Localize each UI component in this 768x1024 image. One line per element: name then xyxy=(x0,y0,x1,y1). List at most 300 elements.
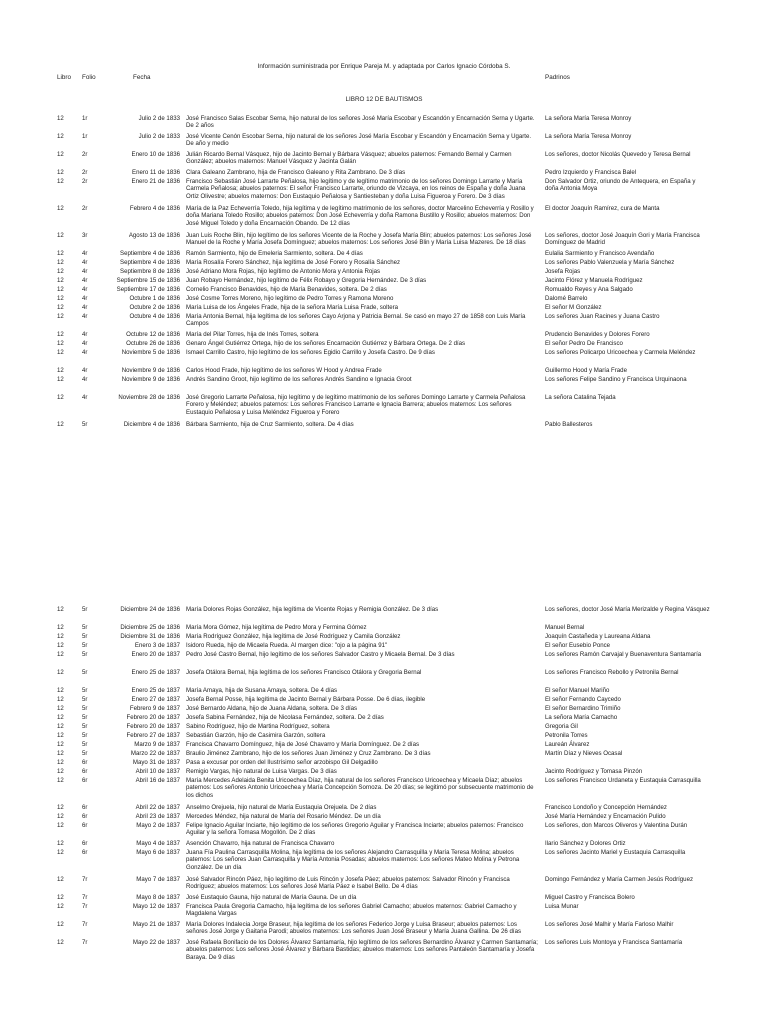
table-row xyxy=(0,606,768,624)
description-cell: Josefa Bernal Posse, hija legítima de Jacinto Bernal y Bárbara Posse. De 6 días, ilegible xyxy=(186,696,426,703)
padrinos-cell: Los señores, doctor José María Merizalde y Regina Vásquez xyxy=(545,606,710,613)
description-cell: Francisca Chavarro Domínguez, hija de José Chavarro y María Domínguez. De 2 días xyxy=(186,741,420,748)
table-row xyxy=(0,313,768,331)
libro-cell: 12 xyxy=(57,376,64,383)
padrinos-cell: Miguel Castro y Francisca Bolero xyxy=(545,894,635,901)
table-row xyxy=(0,205,768,232)
folio-cell: 7r xyxy=(82,903,88,910)
padrinos-cell: Los señores Jacinto Mariel y Eustaquia Carrasquilla xyxy=(545,849,686,856)
padrinos-cell: Prudencio Benavides y Dolores Forero xyxy=(545,331,650,338)
table-row xyxy=(0,822,768,840)
table-row xyxy=(0,750,768,759)
folio-cell: 5r xyxy=(82,750,88,757)
description-cell: Ismael Carrillo Castro, hijo legítimo de los señores Egidio Carrillo y Josefa Castro. De 9 días xyxy=(186,349,435,356)
folio-cell: 7r xyxy=(82,921,88,928)
folio-cell: 4r xyxy=(82,250,88,257)
description-cell: Remigio Vargas, hijo natural de Luisa Vargas. De 3 días xyxy=(186,768,337,775)
padrinos-cell: Los señores Pablo Valenzuela y María Sánchez xyxy=(545,259,675,266)
description-cell: Sabino Rodríguez, hijo de Martina Rodríguez, soltera xyxy=(186,723,330,730)
description-cell: Mercedes Méndez, hija natural de María del Rosario Méndez. De un día xyxy=(186,813,381,820)
libro-cell: 12 xyxy=(57,259,64,266)
fecha-cell: Enero 11 de 1836 xyxy=(132,169,180,176)
fecha-cell: Mayo 7 de 1837 xyxy=(136,876,180,883)
padrinos-cell: El señor Eusebio Ponce xyxy=(545,642,611,649)
fecha-cell: Noviembre 28 de 1836 xyxy=(118,394,180,401)
libro-cell: 12 xyxy=(57,741,64,748)
table-row xyxy=(0,115,768,133)
libro-cell: 12 xyxy=(57,295,64,302)
folio-cell: 2r xyxy=(82,151,88,158)
table-row xyxy=(0,939,768,966)
fecha-cell: Marzo 9 de 1837 xyxy=(134,741,180,748)
fecha-cell: Septiembre 17 de 1836 xyxy=(116,286,180,293)
section-title: LIBRO 12 DE BAUTISMOS xyxy=(345,96,423,103)
padrinos-cell: Los señores Francisco Urdaneta y Eustaquia Carrasquilla xyxy=(545,777,701,784)
fecha-cell: Febrero 9 de 1837 xyxy=(129,705,180,712)
description-cell: Francisco Sebastián José Larrarte Peñalosa, hijo legítimo y de legítimo matrimonio de los señores Domingo Larrarte y María Carmela Peñalosa; abuelos paternos: El señor Francisco Larrarte, oriundo de Vizcaya, en los reinos de España y doña Juana Ortiz Olivestre; abuelos maternos: Don Eustaquio Peñalosa y Santiesteban y doña Luisa Figueroa y Forero. De 3 días xyxy=(186,178,526,200)
table-row xyxy=(0,624,768,633)
fecha-cell: Octubre 12 de 1836 xyxy=(126,331,180,338)
libro-cell: 12 xyxy=(57,115,64,122)
table-row xyxy=(0,777,768,804)
description-cell: Pedro José Castro Bernal, hijo legítimo de los señores Salvador Castro y Micaela Bernal. De 3 días xyxy=(186,651,455,658)
folio-cell: 5r xyxy=(82,651,88,658)
table-row xyxy=(0,151,768,169)
libro-cell: 12 xyxy=(57,876,64,883)
description-cell: Julián Ricardo Bernal Vásquez, hijo de Jacinto Bernal y Bárbara Vásquez; abuelos paternos: Fernando Bernal y Carmen González; abuelos maternos: Manuel Vásquez y Jacinta Galán xyxy=(186,151,512,166)
padrinos-cell: El señor Manuel Mariño xyxy=(545,687,610,694)
description-cell: Cornelio Francisco Benavides, hijo de María Benavides, soltera. De 2 días xyxy=(186,286,387,293)
padrinos-cell: Los señores Luis Montoya y Francisca Santamaría xyxy=(545,939,683,946)
libro-cell: 12 xyxy=(57,349,64,356)
fecha-cell: Enero 25 de 1837 xyxy=(131,687,180,694)
padrinos-cell: Jacinto Flórez y Manuela Rodríguez xyxy=(545,277,643,284)
fecha-cell: Mayo 2 de 1837 xyxy=(136,822,180,829)
folio-cell: 1r xyxy=(82,115,88,122)
libro-cell: 12 xyxy=(57,642,64,649)
padrinos-cell: La señora Catalina Tejada xyxy=(545,394,616,401)
table-row xyxy=(0,705,768,714)
padrinos-cell: Los señores, don Marcos Oliveros y Valentina Durán xyxy=(545,822,688,829)
folio-cell: 4r xyxy=(82,376,88,383)
fecha-cell: Noviembre 9 de 1836 xyxy=(121,376,180,383)
folio-cell: 4r xyxy=(82,313,88,320)
folio-cell: 2r xyxy=(82,205,88,212)
fecha-cell: Enero 10 de 1836 xyxy=(131,151,180,158)
padrinos-cell: La señora María Camacho xyxy=(545,714,618,721)
folio-cell: 7r xyxy=(82,894,88,901)
fecha-cell: Abril 23 de 1837 xyxy=(135,813,180,820)
padrinos-cell: Ilario Sánchez y Dolores Ortiz xyxy=(545,840,626,847)
libro-cell: 12 xyxy=(57,939,64,946)
padrinos-cell: El señor Bernardino Trimiño xyxy=(545,705,621,712)
libro-cell: 12 xyxy=(57,169,64,176)
folio-cell: 5r xyxy=(82,606,88,613)
padrinos-cell: El señor M González xyxy=(545,304,602,311)
libro-cell: 12 xyxy=(57,277,64,284)
libro-cell: 12 xyxy=(57,313,64,320)
description-cell: María Dolores Rojas González, hija legítima de Vicente Rojas y Remigia González. De 3 días xyxy=(186,606,439,613)
baptism-records-block-2 xyxy=(0,606,768,966)
table-row xyxy=(0,250,768,259)
folio-cell: 4r xyxy=(82,259,88,266)
table-row xyxy=(0,169,768,178)
libro-cell: 12 xyxy=(57,205,64,212)
description-cell: María de la Paz Echeverría Toledo, hija legítima y de legítimo matrimonio de los señores, doctor Marcelino Echeverría y Rosillo y doña Mariana Toledo Rosillo; abuelos paternos: Don José Echeverría y doña Ramona Bustillo y Rosillo; abuelos maternos: Don José Miguel Toledo y doña Encarnación Obando. De 12 días xyxy=(186,205,534,227)
table-row xyxy=(0,340,768,349)
libro-cell: 12 xyxy=(57,849,64,856)
fecha-cell: Febrero 4 de 1836 xyxy=(129,205,180,212)
table-row xyxy=(0,840,768,849)
folio-cell: 4r xyxy=(82,331,88,338)
libro-cell: 12 xyxy=(57,178,64,185)
padrinos-cell: Los señores, doctor José Joaquín Gori y María Francisca Domínguez de Madrid xyxy=(545,232,700,247)
table-row xyxy=(0,286,768,295)
column-header-folio: Folio xyxy=(82,74,96,81)
fecha-cell: Mayo 8 de 1837 xyxy=(136,894,180,901)
description-cell: María Antonia Bernal, hija legítima de los señores Cayo Arjona y Patricia Bernal. Se casó en mayo 27 de 1858 con Luis María Campos xyxy=(186,313,526,328)
padrinos-cell: Domingo Fernández y María Carmen Jesús Rodríguez xyxy=(545,876,694,883)
description-cell: Juan Robayo Hernández, hijo legítimo de Félix Robayo y Gregoria Hernández. De 3 días xyxy=(186,277,427,284)
padrinos-cell: Joaquín Castañeda y Laureana Aldana xyxy=(545,633,651,640)
table-row xyxy=(0,714,768,723)
folio-cell: 5r xyxy=(82,714,88,721)
fecha-cell: Enero 20 de 1837 xyxy=(131,651,180,658)
folio-cell: 6r xyxy=(82,822,88,829)
libro-cell: 12 xyxy=(57,304,64,311)
fecha-cell: Septiembre 15 de 1836 xyxy=(116,277,180,284)
description-cell: María Amaya, hija de Susana Amaya, soltera. De 4 días xyxy=(186,687,338,694)
folio-cell: 7r xyxy=(82,939,88,946)
folio-cell: 5r xyxy=(82,421,88,428)
folio-cell: 6r xyxy=(82,759,88,766)
folio-cell: 1r xyxy=(82,133,88,140)
table-row xyxy=(0,349,768,367)
padrinos-cell: Romualdo Reyes y Ana Salgado xyxy=(545,286,633,293)
table-row xyxy=(0,849,768,876)
table-row xyxy=(0,277,768,286)
libro-cell: 12 xyxy=(57,151,64,158)
table-row xyxy=(0,876,768,894)
table-row xyxy=(0,921,768,939)
fecha-cell: Agosto 13 de 1836 xyxy=(128,232,180,239)
padrinos-cell: Petronila Torres xyxy=(545,732,588,739)
description-cell: Braulio Jiménez Zambrano, hijo de los señores Juan Jiménez y Cruz Zambrano. De 3 días xyxy=(186,750,431,757)
padrinos-cell: Laureán Álvarez xyxy=(545,741,590,748)
table-row xyxy=(0,768,768,777)
table-row xyxy=(0,295,768,304)
table-row xyxy=(0,367,768,376)
description-cell: Carlos Hood Frade, hijo legítimo de los señores W Hood y Andrea Frade xyxy=(186,367,382,374)
source-credit: Información suministrada por Enrique Pareja M. y adaptada por Carlos Ignacio Córdoba S. xyxy=(257,63,511,70)
fecha-cell: Febrero 27 de 1837 xyxy=(126,732,180,739)
libro-cell: 12 xyxy=(57,714,64,721)
description-cell: José Adriano Mora Rojas, hijo legítimo de Antonio Mora y Antonia Rojas xyxy=(186,268,381,275)
folio-cell: 6r xyxy=(82,813,88,820)
fecha-cell: Octubre 1 de 1836 xyxy=(129,295,180,302)
table-row xyxy=(0,304,768,313)
libro-cell: 12 xyxy=(57,687,64,694)
folio-cell: 4r xyxy=(82,277,88,284)
padrinos-cell: La señora María Teresa Monroy xyxy=(545,133,632,140)
fecha-cell: Abril 22 de 1837 xyxy=(135,804,180,811)
libro-cell: 12 xyxy=(57,331,64,338)
table-row xyxy=(0,741,768,750)
fecha-cell: Febrero 20 de 1837 xyxy=(126,714,180,721)
table-row xyxy=(0,633,768,642)
padrinos-cell: Los señores Felipe Sandino y Francisca Urquinaona xyxy=(545,376,687,383)
fecha-cell: Octubre 26 de 1836 xyxy=(126,340,180,347)
padrinos-cell: La señora María Teresa Monroy xyxy=(545,115,632,122)
folio-cell: 4r xyxy=(82,286,88,293)
description-cell: Josefa Otálora Bernal, hija legítima de los señores Francisco Otálora y Gregoria Bernal xyxy=(186,669,422,676)
fecha-cell: Mayo 6 de 1837 xyxy=(136,849,180,856)
padrinos-cell: Los señores Juan Racines y Juana Castro xyxy=(545,313,660,320)
fecha-cell: Septiembre 4 de 1836 xyxy=(120,250,180,257)
folio-cell: 2r xyxy=(82,178,88,185)
folio-cell: 5r xyxy=(82,624,88,631)
fecha-cell: Mayo 4 de 1837 xyxy=(136,840,180,847)
padrinos-cell: Luisa Munar xyxy=(545,903,579,910)
libro-cell: 12 xyxy=(57,777,64,784)
libro-cell: 12 xyxy=(57,624,64,631)
libro-cell: 12 xyxy=(57,367,64,374)
folio-cell: 6r xyxy=(82,840,88,847)
table-row xyxy=(0,376,768,394)
fecha-cell: Julio 2 de 1833 xyxy=(138,115,180,122)
fecha-cell: Marzo 22 de 1837 xyxy=(130,750,180,757)
description-cell: Ramón Sarmiento, hijo de Emeleria Sarmiento, soltera. De 4 días xyxy=(186,250,363,257)
table-row xyxy=(0,642,768,651)
padrinos-cell: Josefa Rojas xyxy=(545,268,581,275)
libro-cell: 12 xyxy=(57,250,64,257)
libro-cell: 12 xyxy=(57,921,64,928)
fecha-cell: Diciembre 4 de 1836 xyxy=(123,421,180,428)
table-row xyxy=(0,687,768,696)
padrinos-cell: Pablo Ballesteros xyxy=(545,421,593,428)
description-cell: José Eustaquio Gauna, hijo natural de María Gauna. De un día xyxy=(186,894,357,901)
padrinos-cell: Pedro Izquierdo y Francisca Balel xyxy=(545,169,637,176)
fecha-cell: Mayo 31 de 1837 xyxy=(132,759,180,766)
description-cell: Anselmo Orejuela, hijo natural de María Eustaquia Orejuela. De 2 días xyxy=(186,804,377,811)
folio-cell: 3r xyxy=(82,232,88,239)
fecha-cell: Abril 10 de 1837 xyxy=(135,768,180,775)
libro-cell: 12 xyxy=(57,651,64,658)
folio-cell: 5r xyxy=(82,633,88,640)
table-row xyxy=(0,732,768,741)
description-cell: Isidoro Rueda, hijo de Micaela Rueda. Al margen dice: "ojo a la página 91" xyxy=(186,642,388,649)
fecha-cell: Mayo 22 de 1837 xyxy=(132,939,180,946)
libro-cell: 12 xyxy=(57,606,64,613)
fecha-cell: Enero 3 de 1837 xyxy=(134,642,180,649)
folio-cell: 2r xyxy=(82,169,88,176)
table-row xyxy=(0,268,768,277)
description-cell: José Bernardo Aldana, hijo de Juana Aldana, soltera. De 3 días xyxy=(186,705,358,712)
description-cell: Asención Chavarro, hija natural de Francisca Chavarro xyxy=(186,840,335,847)
column-header-padrinos: Padrinos xyxy=(545,74,570,81)
table-row xyxy=(0,813,768,822)
fecha-cell: Noviembre 9 de 1836 xyxy=(121,367,180,374)
fecha-cell: Mayo 12 de 1837 xyxy=(132,903,180,910)
libro-cell: 12 xyxy=(57,759,64,766)
description-cell: Juan Luis Roche Blin, hijo legítimo de los señores Vicente de la Roche y Josefa María Blin; abuelos paternos: Los señores José Manuel de la Roche y María Josefa Domínguez; abuelos maternos: Los señores José Blin y María Luisa Mazeres. De 18 días xyxy=(186,232,532,247)
libro-cell: 12 xyxy=(57,732,64,739)
folio-cell: 5r xyxy=(82,723,88,730)
description-cell: Sebastián Garzón, hijo de Casimira Garzón, soltera xyxy=(186,732,326,739)
fecha-cell: Mayo 21 de 1837 xyxy=(132,921,180,928)
description-cell: José Gregorio Larrarte Peñalosa, hijo legítimo y de legítimo matrimonio de los señores Domingo Larrarte y Carmela Peñalosa Forero y Meléndez; abuelos paternos: Los señores Francisco Larrarte e Ignacia Barrera; abuelos maternos: Los señores Eustaquio Peñalosa y Luisa Meléndez Figueroa y Forero xyxy=(186,394,526,416)
description-cell: Pasa a excusar por orden del Ilustrísimo señor arzobispo Gil Delgadillo xyxy=(186,759,378,766)
folio-cell: 4r xyxy=(82,394,88,401)
libro-cell: 12 xyxy=(57,633,64,640)
description-cell: María Rosalía Forero Sánchez, hija legítima de José Forero y Rosalía Sánchez xyxy=(186,259,401,266)
libro-cell: 12 xyxy=(57,804,64,811)
table-row xyxy=(0,696,768,705)
fecha-cell: Enero 25 de 1837 xyxy=(131,669,180,676)
padrinos-cell: Los señores Francisco Rebollo y Petronila Bernal xyxy=(545,669,679,676)
libro-cell: 12 xyxy=(57,705,64,712)
description-cell: Felipe Ignacio Aguilar Inciarte, hijo legítimo de los señores Gregorio Aguilar y Francisca Inciarte; abuelos paternos: Francisco Aguilar y la señora Tomasa Mogollón. De 2 días xyxy=(186,822,524,837)
description-cell: José Cosme Torres Moreno, hijo legítimo de Pedro Torres y Ramona Moreno xyxy=(186,295,394,302)
fecha-cell: Diciembre 24 de 1836 xyxy=(120,606,180,613)
table-row xyxy=(0,723,768,732)
column-header-libro: Libro xyxy=(57,74,72,81)
fecha-cell: Julio 2 de 1833 xyxy=(138,133,180,140)
folio-cell: 6r xyxy=(82,768,88,775)
folio-cell: 5r xyxy=(82,741,88,748)
padrinos-cell: Dalomé Barrelo xyxy=(545,295,588,302)
padrinos-cell: El señor Fernando Caycedo xyxy=(545,696,621,703)
libro-cell: 12 xyxy=(57,723,64,730)
libro-cell: 12 xyxy=(57,394,64,401)
description-cell: Bárbara Sarmiento, hija de Cruz Sarmiento, soltera. De 4 días xyxy=(186,421,354,428)
folio-cell: 5r xyxy=(82,705,88,712)
libro-cell: 12 xyxy=(57,268,64,275)
fecha-cell: Octubre 2 de 1836 xyxy=(129,304,180,311)
description-cell: Clara Galeano Zambrano, hija de Francisco Galeano y Rita Zambrano. De 3 días xyxy=(186,169,406,176)
description-cell: José Rafaela Bonifacio de los Dolores Álvarez Santamaría, hijo legítimo de los señores Bernardino Álvarez y Carmen Santamaría; abuelos paternos: Los señores José Álvarez y Bárbara Bastidas; abuelos maternos: Los señores Pantaleón Santamaría y Josefa Baraya. De 9 días xyxy=(186,939,538,961)
column-header-fecha: Fecha xyxy=(133,74,151,81)
folio-cell: 4r xyxy=(82,367,88,374)
description-cell: Juana Fía Paulina Carrasquilla Molina, hija legítima de los señores Alejandro Carrasquilla y María Teresa Molina; abuelos paternos: Los señores Juan Carrasquilla y María Antonia Posadas; abuelos maternos: Los señores Mateo Molina y Petrona González. De un día xyxy=(186,849,520,871)
folio-cell: 5r xyxy=(82,732,88,739)
description-cell: María Dolores Indalecia Jorge Braseur, hija legítima de los señores Federico Jorge y Luisa Braseur; abuelos paternos: Los señores José Jorge y Gaitana Parodi; abuelos maternos: Los señores Juan José Braseur y María Juana Gallina. De 26 días xyxy=(186,921,522,936)
folio-cell: 5r xyxy=(82,696,88,703)
table-row xyxy=(0,394,768,421)
padrinos-cell: Guillermo Hood y María Frade xyxy=(545,367,627,374)
fecha-cell: Diciembre 31 de 1836 xyxy=(120,633,180,640)
fecha-cell: Septiembre 8 de 1836 xyxy=(120,268,180,275)
description-cell: José Salvador Rincón Páez, hijo legítimo de Luis Rincón y Josefa Páez; abuelos paternos: Salvador Rincón y Francisca Rodríguez; abuelos maternos: Los señores José María Páez e Isabel Bello. De 4 días xyxy=(186,876,510,891)
description-cell: Andrés Sandino Groot, hijo legítimo de los señores Andrés Sandino e Ignacia Groot xyxy=(186,376,412,383)
description-cell: María del Pilar Torres, hija de Inés Torres, soltera xyxy=(186,331,319,338)
folio-cell: 4r xyxy=(82,304,88,311)
folio-cell: 6r xyxy=(82,849,88,856)
table-row xyxy=(0,133,768,151)
libro-cell: 12 xyxy=(57,340,64,347)
padrinos-cell: Martín Díaz y Nieves Ocasal xyxy=(545,750,623,757)
libro-cell: 12 xyxy=(57,813,64,820)
table-row xyxy=(0,232,768,250)
libro-cell: 12 xyxy=(57,822,64,829)
padrinos-cell: Don Salvador Ortiz, oriundo de Antequera, en España y doña Antonia Moya xyxy=(545,178,696,193)
folio-cell: 4r xyxy=(82,340,88,347)
fecha-cell: Octubre 4 de 1836 xyxy=(129,313,180,320)
folio-cell: 6r xyxy=(82,804,88,811)
folio-cell: 4r xyxy=(82,295,88,302)
libro-cell: 12 xyxy=(57,232,64,239)
fecha-cell: Septiembre 4 de 1836 xyxy=(120,259,180,266)
padrinos-cell: Los señores José Malhir y María Farloso Malhir xyxy=(545,921,674,928)
fecha-cell: Enero 27 de 1837 xyxy=(131,696,180,703)
libro-cell: 12 xyxy=(57,133,64,140)
padrinos-cell: Francisco Londoño y Concepción Hernández xyxy=(545,804,667,811)
description-cell: María Mora Gómez, hija legítima de Pedro Mora y Fermina Gómez xyxy=(186,624,367,631)
padrinos-cell: Eulalia Sarmiento y Francisco Avendaño xyxy=(545,250,655,257)
folio-cell: 5r xyxy=(82,642,88,649)
table-row xyxy=(0,894,768,903)
table-row xyxy=(0,804,768,813)
folio-cell: 4r xyxy=(82,349,88,356)
libro-cell: 12 xyxy=(57,421,64,428)
libro-cell: 12 xyxy=(57,286,64,293)
folio-cell: 6r xyxy=(82,777,88,784)
description-cell: José Vicente Cenón Escobar Serna, hijo natural de los señores José María Escobar y Escandón y Encarnación Serna y Ugarte. De año y medio xyxy=(186,133,532,148)
table-row xyxy=(0,331,768,340)
padrinos-cell: El doctor Joaquín Ramírez, cura de Manta xyxy=(545,205,660,212)
fecha-cell: Abril 16 de 1837 xyxy=(135,777,180,784)
libro-cell: 12 xyxy=(57,894,64,901)
padrinos-cell: Los señores Policarpo Uricoechea y Carmela Meléndez xyxy=(545,349,696,356)
libro-cell: 12 xyxy=(57,696,64,703)
description-cell: Francisca Paula Gregoria Camacho, hija legítima de los señores Gabriel Camacho; abuelos maternos: Gabriel Camacho y Magdalena Vargas xyxy=(186,903,517,918)
libro-cell: 12 xyxy=(57,840,64,847)
padrinos-cell: El señor Pedro De Francisco xyxy=(545,340,623,347)
table-row xyxy=(0,759,768,768)
libro-cell: 12 xyxy=(57,903,64,910)
description-cell: José Francisco Salas Escobar Serna, hijo natural de los señores José María Escobar y Escandón y Encarnación Serna y Ugarte. De 2 años xyxy=(186,115,535,130)
folio-cell: 5r xyxy=(82,669,88,676)
libro-cell: 12 xyxy=(57,768,64,775)
padrinos-cell: Gregoria Gil xyxy=(545,723,578,730)
baptism-records-block-1 xyxy=(0,115,768,430)
folio-cell: 4r xyxy=(82,268,88,275)
table-row xyxy=(0,421,768,430)
description-cell: María Luisa de los Ángeles Frade, hija de la señora María Luisa Frade, soltera xyxy=(186,304,399,311)
description-cell: María Mercedes Adelaida Benita Uricoechea Díaz, hija natural de los señores Francisco Uricoechea y Micaela Díaz; abuelos paternos: Los señores Antonio Uricoechea y María Concepción Sornoza. De 20 días; se legitimó por subsecuente matrimonio de los dichos xyxy=(186,777,534,799)
padrinos-cell: José María Hernández y Encarnación Pulido xyxy=(545,813,666,820)
padrinos-cell: Los señores Ramón Carvajal y Buenaventura Santamaría xyxy=(545,651,702,658)
table-row xyxy=(0,259,768,268)
fecha-cell: Enero 21 de 1836 xyxy=(131,178,180,185)
folio-cell: 5r xyxy=(82,687,88,694)
padrinos-cell: Jacinto Rodríguez y Tomasa Pinzón xyxy=(545,768,643,775)
folio-cell: 7r xyxy=(82,876,88,883)
description-cell: María Rodríguez González, hija legítima de José Rodríguez y Camila González xyxy=(186,633,401,640)
table-row xyxy=(0,178,768,205)
description-cell: Josefa Sabina Fernández, hija de Nicolasa Fernández, soltera. De 2 días xyxy=(186,714,384,721)
libro-cell: 12 xyxy=(57,750,64,757)
fecha-cell: Diciembre 25 de 1836 xyxy=(120,624,180,631)
table-row xyxy=(0,669,768,687)
fecha-cell: Febrero 20 de 1837 xyxy=(126,723,180,730)
padrinos-cell: Los señores, doctor Nicolás Quevedo y Teresa Bernal xyxy=(545,151,691,158)
table-row xyxy=(0,903,768,921)
padrinos-cell: Manuel Bernal xyxy=(545,624,585,631)
description-cell: Genaro Ángel Gutiérrez Ortega, hijo de los señores Encarnación Gutiérrez y Bárbara Ortega. De 2 días xyxy=(186,340,466,347)
fecha-cell: Noviembre 5 de 1836 xyxy=(121,349,180,356)
libro-cell: 12 xyxy=(57,669,64,676)
